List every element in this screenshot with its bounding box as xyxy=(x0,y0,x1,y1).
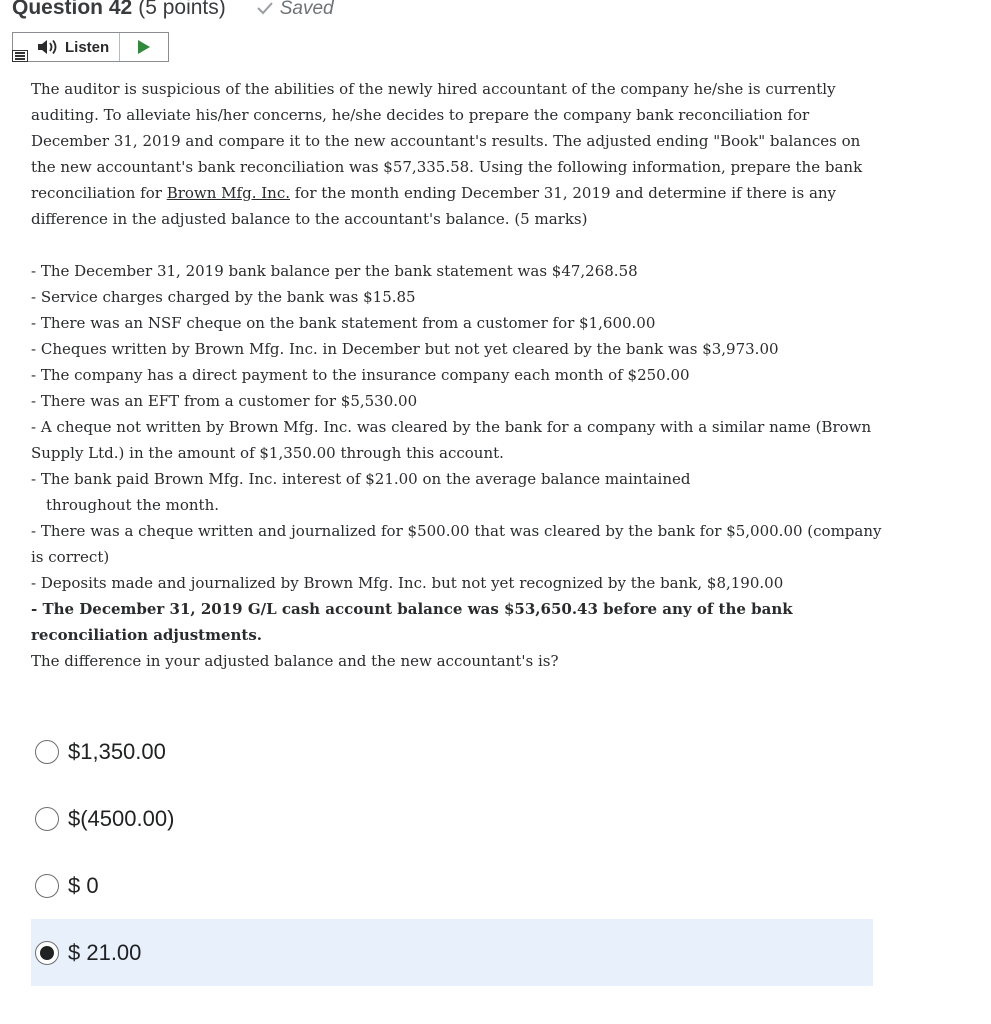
list-item: - There was a cheque written and journalized for $500.00 that was cleared by the bank for $5,000.00 (company is correct) xyxy=(31,522,882,566)
menu-icon[interactable] xyxy=(12,50,28,62)
answer-option[interactable] xyxy=(31,718,873,785)
list-item: - The company has a direct payment to the insurance company each month of $250.00 xyxy=(31,366,690,384)
option-label[interactable]: $ 0 xyxy=(68,872,99,898)
list-item: - Deposits made and journalized by Brown Mfg. Inc. but not yet recognized by the bank, $8,190.00 xyxy=(31,574,784,592)
question-title: Question 42 xyxy=(12,0,133,19)
radio-dot-icon xyxy=(40,946,54,960)
listen-widget xyxy=(12,32,169,62)
saved-label: Saved xyxy=(279,0,334,19)
option-label[interactable]: $ 21.00 xyxy=(68,939,142,965)
list-item: - The December 31, 2019 G/L cash account balance was $53,650.43 before any of the bank reconciliation adjustments. xyxy=(31,600,793,644)
radio-button[interactable] xyxy=(35,807,59,831)
list-item: - Service charges charged by the bank was $15.85 xyxy=(31,288,416,306)
listen-label: Listen xyxy=(65,38,110,56)
answer-option-selected[interactable] xyxy=(31,919,873,986)
speaker-icon xyxy=(37,39,59,55)
list-item: - The December 31, 2019 bank balance per the bank statement was $47,268.58 xyxy=(31,262,638,280)
intro-text-2: for the month ending December 31, 2019 and determine if there is any difference in the adjusted balance to the accountant's balance. (5 marks) xyxy=(31,184,837,228)
list-item: - There was an NSF cheque on the bank statement from a customer for $1,600.00 xyxy=(31,314,656,332)
radio-button[interactable] xyxy=(35,874,59,898)
listen-button[interactable] xyxy=(13,33,120,61)
question-intro xyxy=(31,76,886,232)
radio-button[interactable] xyxy=(35,740,59,764)
answer-option[interactable] xyxy=(31,785,873,852)
list-item: - The bank paid Brown Mfg. Inc. interest of $21.00 on the average balance maintained xyxy=(31,470,691,488)
checkmark-icon xyxy=(256,0,274,13)
play-icon xyxy=(138,40,150,54)
radio-button-selected[interactable] xyxy=(35,941,59,965)
company-name-link[interactable]: Brown Mfg. Inc. xyxy=(166,184,290,202)
list-item: - A cheque not written by Brown Mfg. Inc. was cleared by the bank for a company with a similar name (Brown Supply Ltd.) in the amount of $1,350.00 through this account. xyxy=(31,418,872,462)
play-button[interactable] xyxy=(120,33,168,61)
intro-text-1: The auditor is suspicious of the abilities of the newly hired accountant of the company he/she is currently auditing. To alleviate his/her concerns, he/she decides to prepare the company bank reconciliation for December 31, 2019 and compare it to the new accountant's results. The adjusted ending "Book" balances on the new accountant's bank reconciliation was $57,335.58. Using the following information, prepare the bank reconciliation for xyxy=(31,80,863,202)
question-header xyxy=(12,0,334,24)
option-label[interactable]: $1,350.00 xyxy=(68,738,166,764)
option-label[interactable]: $(4500.00) xyxy=(68,805,175,831)
question-body xyxy=(31,76,886,674)
question-prompt: The difference in your adjusted balance and the new accountant's is? xyxy=(31,652,559,670)
saved-status xyxy=(256,0,334,20)
answer-option[interactable] xyxy=(31,852,873,919)
list-item: throughout the month. xyxy=(46,496,220,514)
list-item: - Cheques written by Brown Mfg. Inc. in December but not yet cleared by the bank was $3,973.00 xyxy=(31,340,779,358)
question-points: (5 points) xyxy=(138,0,226,19)
list-item: - There was an EFT from a customer for $5,530.00 xyxy=(31,392,418,410)
